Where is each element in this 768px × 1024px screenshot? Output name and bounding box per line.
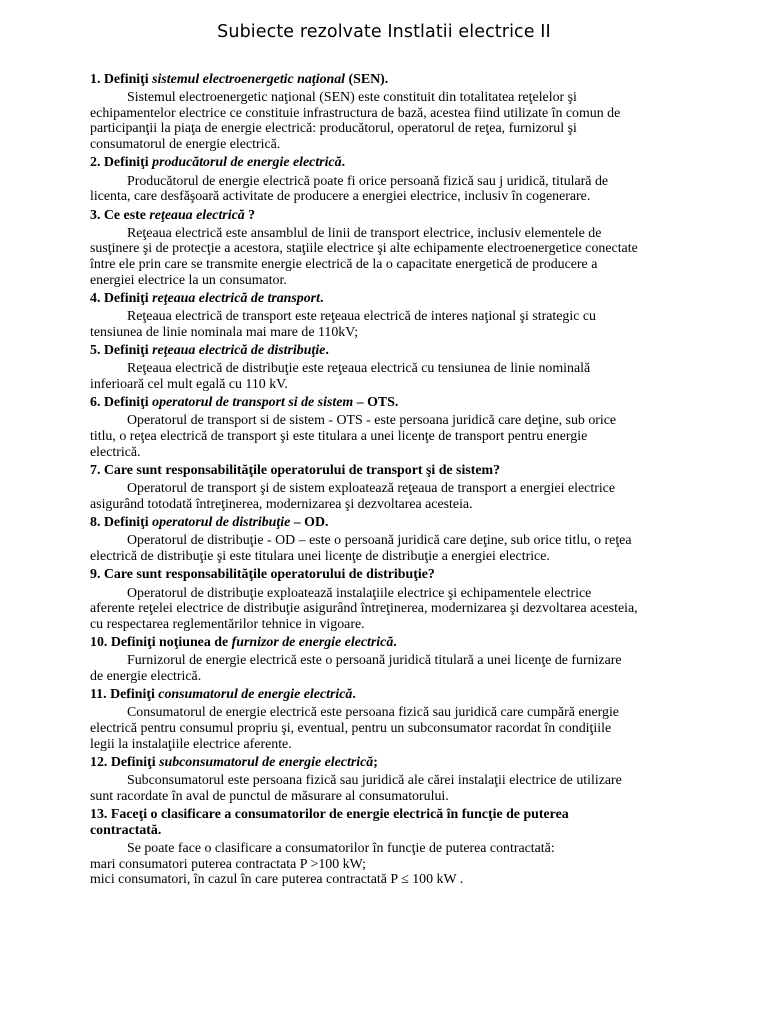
answer-11: Consumatorul de energie electrică este persoana fizică sau juridică care cumpără energie electrică pentru consumul propriu şi, eventual, pentru un subconsumator racordat în condiţiile legii la instalaţiile electrice aferente. [90, 705, 619, 752]
answer-5: Reţeaua electrică de distribuţie este reţeaua electrică cu tensiunea de linie nominală inferioară cel mult egală cu 110 kV. [90, 361, 591, 392]
answer-2: Producătorul de energie electrică poate fi orice persoană fizică sau j uridică, titulară de licenta, care desfăşoară activitate de producere a energiei electrice, inclusiv în cogenerare. [90, 173, 609, 205]
question-10: 10. Definiţi noţiunea de furnizor de energie electrică. [90, 635, 397, 651]
question-4: 4. Definiţi reţeaua electrică de transport. [90, 290, 324, 306]
question-9: 9. Care sunt responsabilităţile operatorului de distribuţie? [90, 567, 435, 583]
answer-12: Subconsumatorul este persoana fizică sau juridică ale cărei instalaţii electrice de utilizare sunt racordate în aval de punctul de măsurare al consumatorului. [90, 773, 622, 804]
question-2: 2. Definiţi producătorul de energie electrică. [90, 155, 346, 171]
document-title: Subiecte rezolvate Instlatii electrice II [217, 22, 551, 42]
question-6: 6. Definiţi operatorul de transport si de sistem – OTS. [90, 395, 399, 411]
question-5: 5. Definiţi reţeaua electrică de distribuţie. [90, 343, 329, 359]
question-1: 1. Definiţi sistemul electroenergetic naţional (SEN). [90, 72, 389, 87]
answer-4: Reţeaua electrică de transport este reţeaua electrică de interes naţional şi strategic cu tensiunea de linie nominala mai mare de 110kV; [90, 309, 596, 340]
answer-13: Se poate face o clasificare a consumatorilor în funcţie de puterea contractată: [127, 841, 555, 856]
question-13: 13. Faceţi o clasificare a consumatorilor de energie electrică în funcţie de puterea contractată. [90, 807, 569, 838]
question-3: 3. Ce este reţeaua electrică ? [90, 207, 256, 223]
question-12: 12. Definiţi subconsumatorul de energie electrică; [90, 755, 378, 771]
answer-10: Furnizorul de energie electrică este o persoană juridică titulară a unei licenţe de furnizare de energie electrică. [90, 653, 622, 684]
question-8: 8. Definiţi operatorul de distribuţie – OD. [90, 515, 329, 531]
answer-3: Reţeaua electrică este ansamblul de linii de transport electrice, inclusiv elementele de susţinere şi de protecţie a acestora, staţiile electrice şi alte echipamente electroenergetice conectate între ele prin care se transmite energie electrică de la o capacitate energetică de producere a energiei electrice la un consumator. [90, 225, 638, 288]
classification-line-small: mici consumatori, în cazul în care puterea contractată P ≤ 100 kW . [90, 872, 464, 888]
answer-8: Operatorul de distribuţie - OD – este o persoană juridică care deţine, sub orice titlu, o reţea electrică de distribuţie şi este titulara unei licenţe de distribuţie a energiei electrice. [90, 533, 632, 564]
answer-7: Operatorul de transport şi de sistem exploatează reţeaua de transport a energiei electrice asigurând totodată întreţinerea, modernizarea şi dezvoltarea acesteia. [90, 481, 616, 512]
question-11: 11. Definiţi consumatorul de energie electrică. [90, 687, 356, 703]
answer-9: Operatorul de distribuţie exploatează instalaţiile electrice şi echipamentele electrice aferente reţelei electrice de distribuţie asigurând întreţinerea, modernizarea şi dezvoltarea acesteia, cu respectarea reglementărilor tehnice in vigoare. [90, 585, 638, 632]
answer-6: Operatorul de transport si de sistem - OTS - este persoana juridică care deţine, sub orice titlu, o reţea electrică de transport şi este titulara a unei licenţe de transport pentru energie electrică. [90, 413, 617, 460]
classification-line-large: mari consumatori puterea contractata P >100 kW; [90, 856, 367, 872]
answer-1: Sistemul electroenergetic naţional (SEN) este constituit din totalitatea reţelelor şi echipamentelor electrice ce constituie infrastructura de bază, acestea fiind utilizate în comun de participanţii la piaţa de energie electrică: producătorul, operatorul de reţea, furnizorul şi consumatorul de energie electrică. [90, 90, 621, 152]
document-body [90, 72, 638, 891]
question-7: 7. Care sunt responsabilităţile operatorului de transport şi de sistem? [90, 463, 501, 478]
